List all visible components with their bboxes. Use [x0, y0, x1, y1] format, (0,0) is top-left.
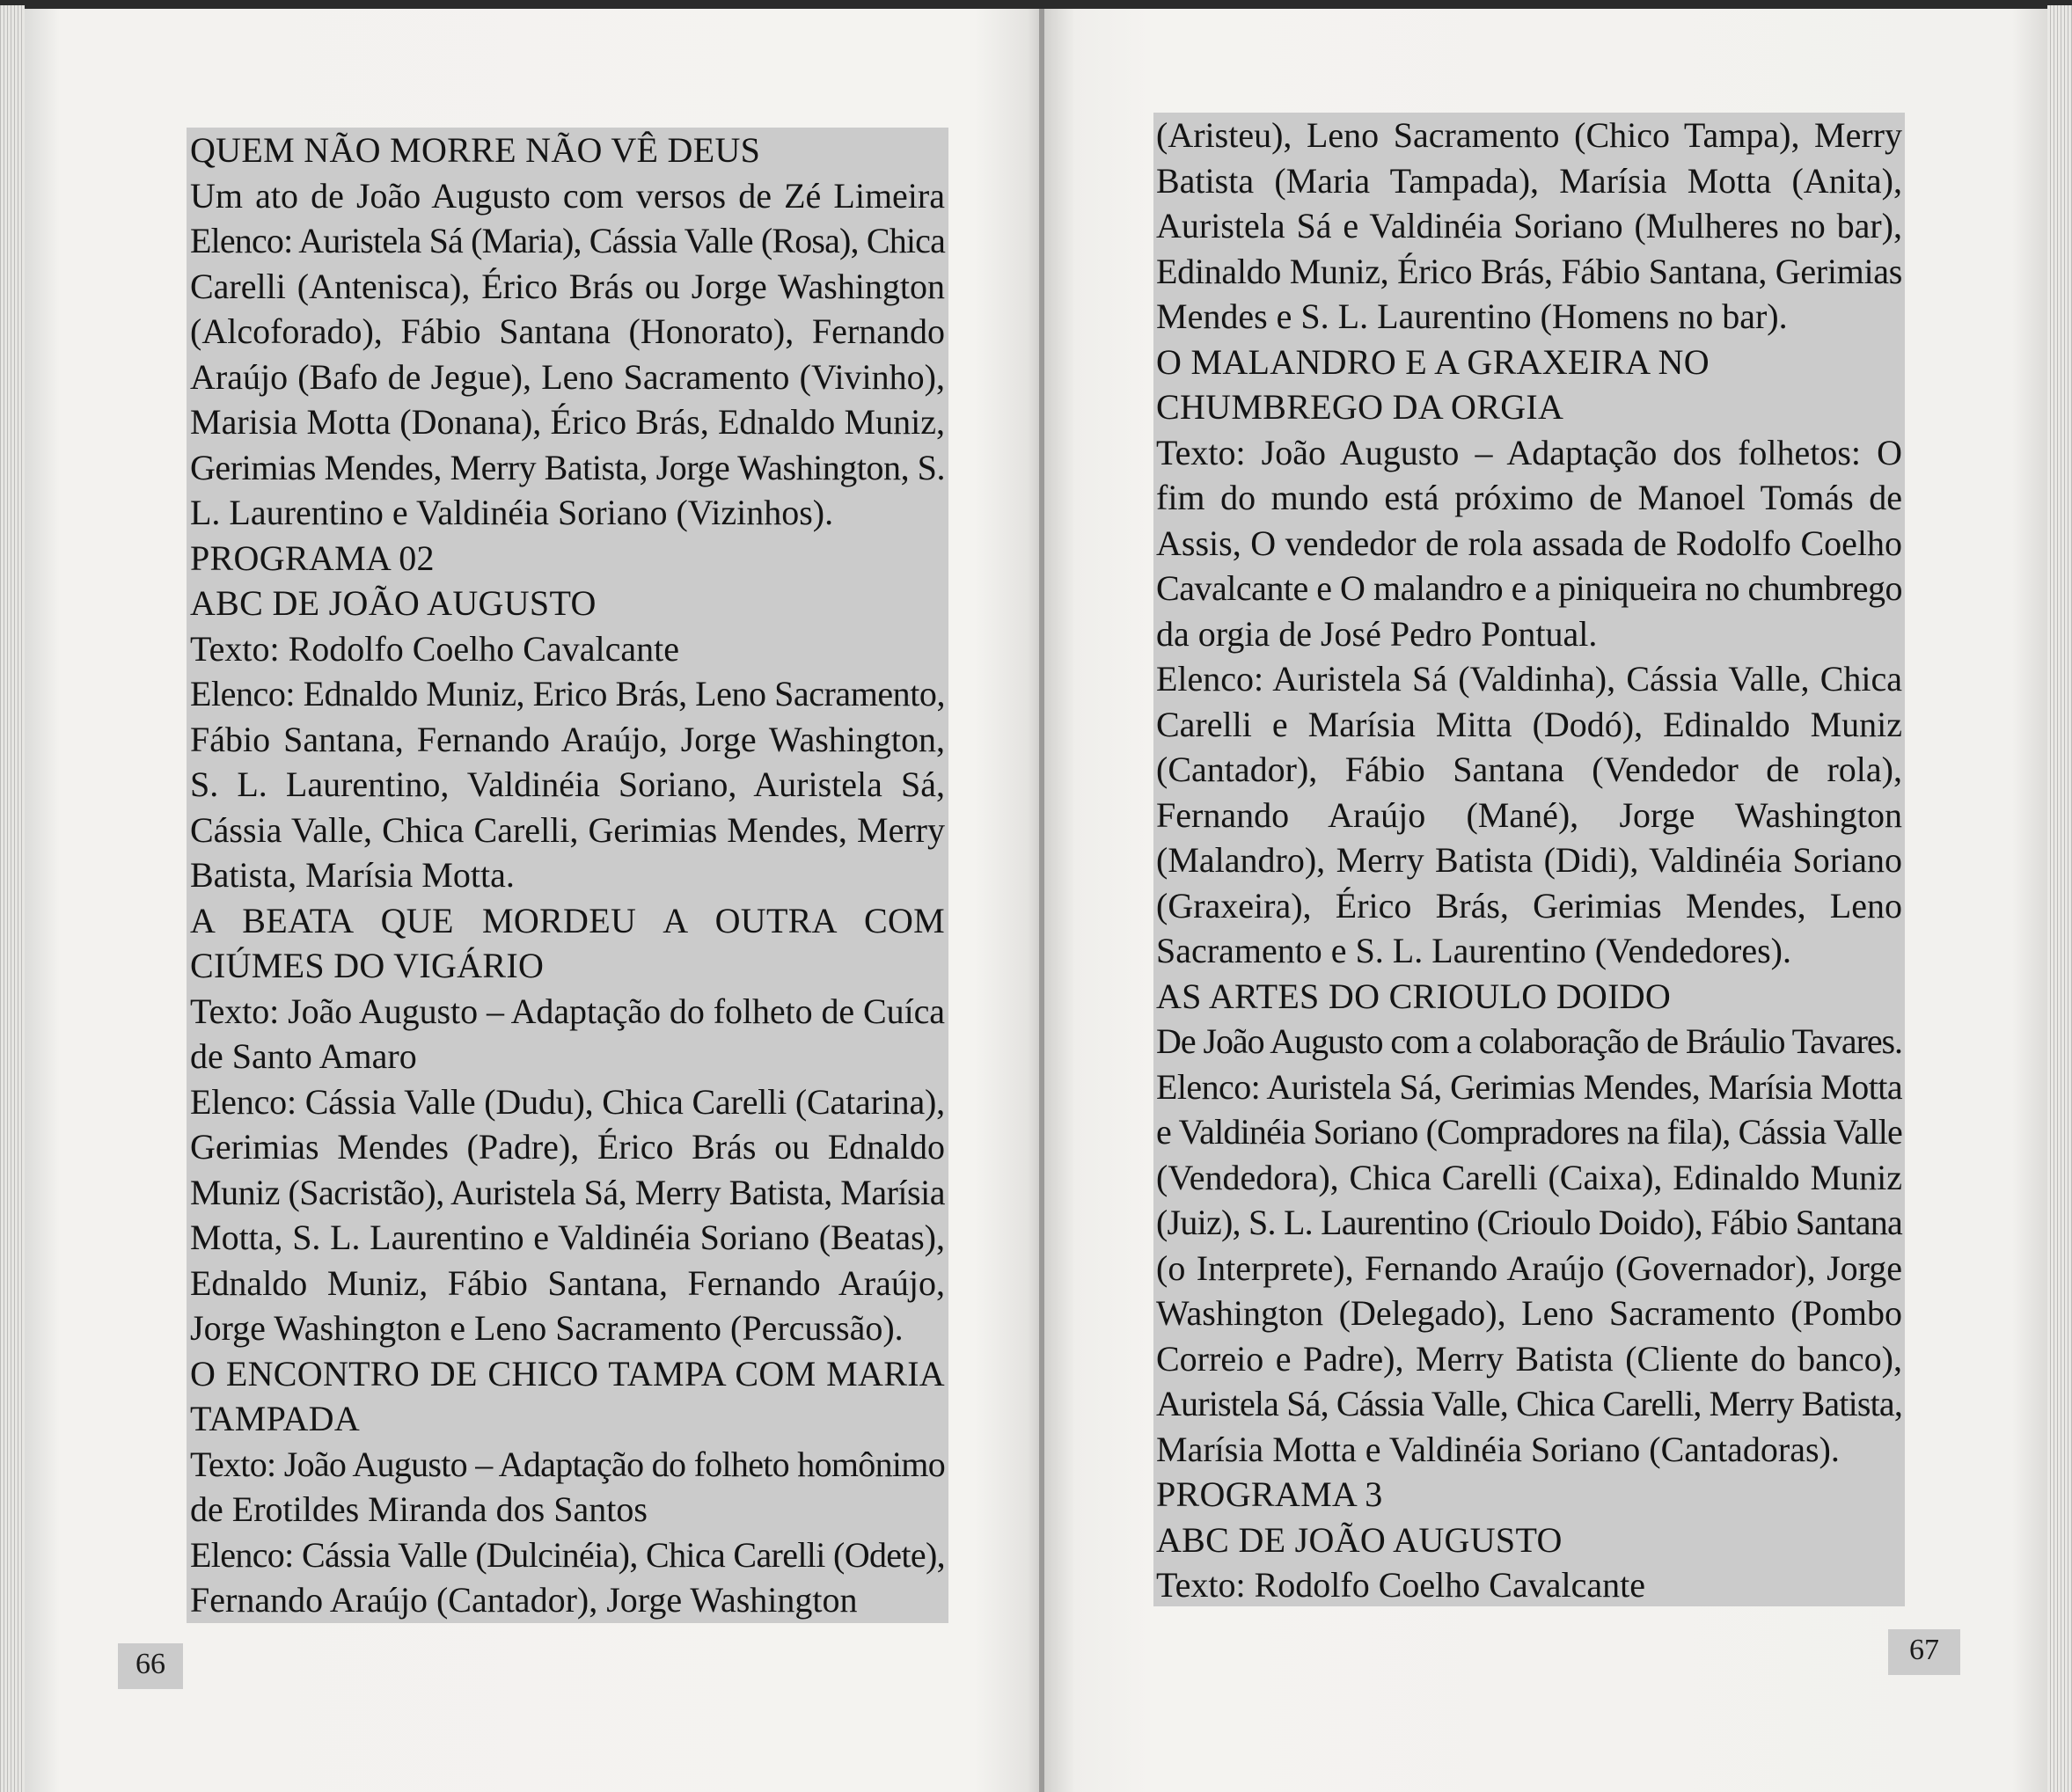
text-line: Cássia Valle, Chica Carelli, Gerimias Mendes, Merry: [190, 809, 945, 850]
text-line: (Malandro), Merry Batista (Didi), Valdinéia Soriano: [1156, 840, 1902, 880]
text-line: L. Laurentino e Valdinéia Soriano (Vizinhos).: [190, 493, 834, 532]
text-line: Correio e Padre), Merry Batista (Cliente do banco),: [1156, 1338, 1902, 1379]
text-line: de Santo Amaro: [190, 1036, 417, 1076]
text-line: Edinaldo Muniz, Érico Brás, Fábio Santana, Gerimias: [1156, 251, 1902, 291]
text-line: Washington (Delegado), Leno Sacramento (Pombo: [1156, 1293, 1902, 1333]
text-line: Marisia Motta (Donana), Érico Brás, Ednaldo Muniz,: [190, 402, 945, 442]
text-line: Fernando Araújo (Mané), Jorge Washington: [1156, 794, 1902, 835]
text-line: Texto: João Augusto – Adaptação dos folhetos: O: [1156, 432, 1902, 472]
text-line: Marísia Motta e Valdinéia Soriano (Cantadoras).: [1156, 1429, 1840, 1469]
section-heading: PROGRAMA 02: [190, 538, 435, 578]
text-line: S. L. Laurentino, Valdinéia Soriano, Auristela Sá,: [190, 764, 945, 804]
text-line: e Valdinéia Soriano (Compradores na fila), Cássia Valle: [1156, 1112, 1902, 1152]
text-line: da orgia de José Pedro Pontual.: [1156, 613, 1598, 654]
text-line: (Cantador), Fábio Santana (Vendedor de rola),: [1156, 750, 1902, 789]
section-heading: TAMPADA: [190, 1399, 361, 1438]
text-line: Cavalcante e O malandro e a piniqueira no chumbrego: [1156, 568, 1902, 608]
page-edges-right: [2047, 5, 2072, 1792]
section-heading: PROGRAMA 3: [1156, 1474, 1383, 1514]
section-heading: ABC DE JOÃO AUGUSTO: [190, 583, 597, 623]
text-line: Motta, S. L. Laurentino e Valdinéia Soriano (Beatas),: [190, 1218, 945, 1257]
text-line: Fernando Araújo (Cantador), Jorge Washington: [190, 1580, 858, 1620]
section-heading: O MALANDRO E A GRAXEIRA NO: [1156, 341, 1710, 382]
text-line: Batista, Marísia Motta.: [190, 855, 515, 895]
text-line: (Juiz), S. L. Laurentino (Crioulo Doido), Fábio Santana: [1156, 1203, 1903, 1242]
text-line: (Aristeu), Leno Sacramento (Chico Tampa), Merry: [1156, 115, 1902, 155]
text-line: Gerimias Mendes, Merry Batista, Jorge Washington, S.: [190, 447, 945, 487]
page-number-left: 66: [118, 1643, 183, 1689]
text-line: Assis, O vendedor de rola assada de Rodolfo Coelho: [1156, 523, 1902, 563]
text-line: Elenco: Auristela Sá (Maria), Cássia Valle (Rosa), Chica: [190, 221, 945, 260]
text-line: De João Augusto com a colaboração de Bráulio Tavares.: [1156, 1021, 1902, 1061]
text-line: Gerimias Mendes (Padre), Érico Brás ou Ednaldo: [190, 1127, 945, 1167]
section-heading: AS ARTES DO CRIOULO DOIDO: [1156, 976, 1672, 1016]
section-heading: O ENCONTRO DE CHICO TAMPA COM MARIA: [190, 1353, 945, 1393]
text-line: Mendes e S. L. Laurentino (Homens no bar).: [1156, 296, 1788, 336]
text-line: Texto: Rodolfo Coelho Cavalcante: [1156, 1565, 1645, 1605]
text-line: Elenco: Cássia Valle (Dudu), Chica Carelli (Catarina),: [190, 1081, 945, 1122]
section-heading: A BEATA QUE MORDEU A OUTRA COM: [190, 900, 945, 940]
text-line: Auristela Sá e Valdinéia Soriano (Mulheres no bar),: [1156, 206, 1902, 245]
text-line: Ednaldo Muniz, Fábio Santana, Fernando Araújo,: [190, 1262, 945, 1303]
text-line: (o Interprete), Fernando Araújo (Governador), Jorge: [1156, 1247, 1902, 1288]
text-line: Elenco: Auristela Sá (Valdinha), Cássia Valle, Chica: [1156, 659, 1902, 699]
text-line: Carelli e Marísia Mitta (Dodó), Edinaldo Muniz: [1156, 704, 1902, 744]
section-heading: ABC DE JOÃO AUGUSTO: [1156, 1519, 1563, 1560]
text-line: de Erotildes Miranda dos Santos: [190, 1489, 648, 1529]
text-line: Texto: João Augusto – Adaptação do folheto de Cuíca: [190, 991, 945, 1031]
text-line: (Vendedora), Chica Carelli (Caixa), Edinaldo Muniz: [1156, 1157, 1902, 1197]
text-line: Elenco: Ednaldo Muniz, Erico Brás, Leno Sacramento,: [190, 674, 945, 713]
left-text-block: [187, 128, 948, 1623]
page-edges-left: [0, 5, 25, 1792]
text-line: Batista (Maria Tampada), Marísia Motta (Anita),: [1156, 160, 1902, 201]
text-line: Um ato de João Augusto com versos de Zé Limeira: [190, 175, 945, 216]
text-line: fim do mundo está próximo de Manoel Tomás de: [1156, 478, 1902, 517]
text-line: Carelli (Antenisca), Érico Brás ou Jorge Washington: [190, 266, 945, 306]
text-line: Sacramento e S. L. Laurentino (Vendedores).: [1156, 931, 1791, 970]
section-heading: CIÚMES DO VIGÁRIO: [190, 946, 545, 985]
text-line: Jorge Washington e Leno Sacramento (Percussão).: [190, 1308, 904, 1348]
text-line: (Alcoforado), Fábio Santana (Honorato), Fernando: [190, 311, 945, 351]
section-heading: QUEM NÃO MORRE NÃO VÊ DEUS: [190, 130, 761, 170]
text-line: Muniz (Sacristão), Auristela Sá, Merry Batista, Marísia: [190, 1172, 945, 1212]
text-line: (Graxeira), Érico Brás, Gerimias Mendes, Leno: [1156, 885, 1902, 925]
text-line: Elenco: Auristela Sá, Gerimias Mendes, Marísia Motta: [1156, 1066, 1903, 1107]
text-line: Auristela Sá, Cássia Valle, Chica Carelli, Merry Batista,: [1156, 1384, 1902, 1423]
text-line: Fábio Santana, Fernando Araújo, Jorge Washington,: [190, 719, 945, 759]
text-line: Elenco: Cássia Valle (Dulcinéia), Chica Carelli (Odete),: [190, 1534, 945, 1575]
section-heading: CHUMBREGO DA ORGIA: [1156, 387, 1564, 427]
text-line: Texto: João Augusto – Adaptação do folheto homônimo: [190, 1444, 946, 1484]
text-line: Texto: Rodolfo Coelho Cavalcante: [190, 628, 679, 669]
right-text-block: [1153, 113, 1905, 1606]
page-number-right: 67: [1888, 1629, 1960, 1675]
text-line: Araújo (Bafo de Jegue), Leno Sacramento (Vivinho),: [190, 356, 945, 397]
